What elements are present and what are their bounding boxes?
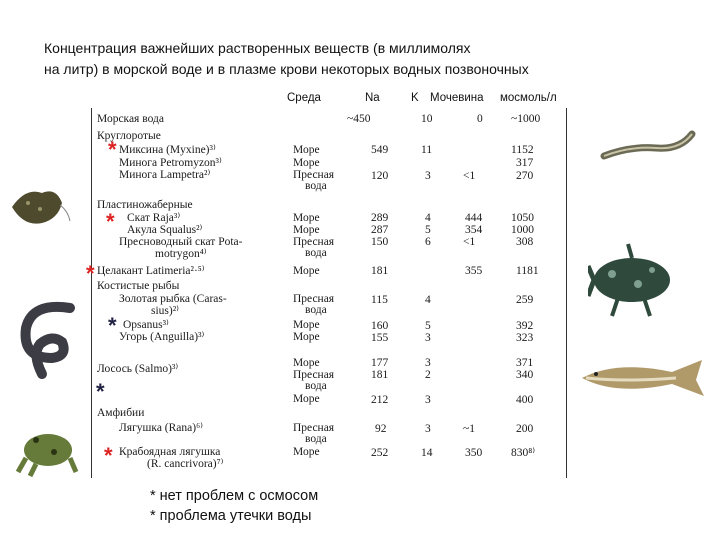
- cell-k: 4: [425, 294, 431, 306]
- legend-water-leak: * проблема утечки воды: [150, 508, 312, 524]
- cell-osm: 308: [516, 236, 534, 248]
- cell-urea: 444: [465, 212, 483, 224]
- header-osm: мосмоль/л: [500, 92, 557, 104]
- row-name-2: motrygon⁴⁾: [155, 248, 207, 260]
- row-name: Миксина (Myxine)³⁾: [119, 144, 216, 156]
- cell-na: 549: [371, 144, 389, 156]
- cell-na: 155: [371, 332, 389, 344]
- cell-na: 115: [371, 294, 388, 306]
- cell-env: Море: [293, 212, 320, 224]
- group-heading: Круглоротые: [97, 130, 161, 142]
- cell-k: 5: [425, 224, 431, 236]
- cell-env: Пресная: [293, 236, 335, 248]
- cell-k: 3: [425, 332, 431, 344]
- cell-env: Море: [293, 265, 320, 277]
- legend-no-osmosis: * нет проблем с осмосом: [150, 488, 319, 504]
- cell-osm-2: 340: [516, 369, 534, 381]
- row-name: Пресноводный скат Pota-: [119, 236, 243, 248]
- cell-osm: 200: [516, 423, 534, 435]
- row-name-2: sius)²⁾: [151, 305, 179, 317]
- cell-env: Пресная: [293, 169, 335, 181]
- cell-urea: <1: [463, 170, 476, 182]
- cell-osm: 259: [516, 294, 534, 306]
- cell-na-2: 181: [371, 369, 389, 381]
- cell-na: 150: [371, 236, 389, 248]
- cell-na: 92: [375, 423, 387, 435]
- group-heading: Пластиножаберные: [97, 199, 193, 211]
- asterisk-marker: *: [106, 209, 115, 234]
- asterisk-marker: *: [96, 379, 105, 404]
- cell-k: 3: [425, 357, 431, 369]
- cell-env: Море: [293, 144, 320, 156]
- cell-k: 10: [421, 113, 433, 125]
- cell-env-2: вода: [305, 433, 327, 445]
- cell-env: Море: [293, 319, 320, 331]
- header-env: Среда: [287, 92, 321, 104]
- cell-env: Море: [293, 331, 320, 343]
- cell-k: 3: [425, 170, 431, 182]
- row-name: Лосось (Salmo)³⁾: [97, 363, 179, 375]
- cell-urea: 355: [465, 265, 483, 277]
- coelacanth-illustration: [588, 240, 680, 320]
- cell-na: 212: [371, 394, 389, 406]
- cell-k: 14: [421, 447, 433, 459]
- asterisk-marker: *: [108, 313, 117, 338]
- cell-na: 287: [371, 224, 389, 236]
- cell-osm: 323: [516, 332, 534, 344]
- row-name: Лягушка (Rana)⁶⁾: [119, 422, 203, 434]
- row-name: Целакант Latimeria²·⁵⁾: [97, 265, 205, 277]
- frog-illustration: [14, 422, 80, 478]
- cell-env: Пресная: [293, 293, 335, 305]
- cell-env: Море: [293, 157, 320, 169]
- cell-na: 177: [371, 357, 389, 369]
- row-name: Угорь (Anguilla)³⁾: [119, 331, 205, 343]
- row-name: Минога Lampetra²⁾: [119, 169, 211, 181]
- cell-osm: 1000: [511, 224, 534, 236]
- cell-na: ~450: [347, 113, 371, 125]
- cell-k: 3: [425, 423, 431, 435]
- title-line-1: Концентрация важнейших растворенных веществ (в миллимолях: [44, 40, 471, 56]
- cell-urea: 0: [477, 113, 483, 125]
- cell-osm: 830⁸⁾: [511, 447, 536, 459]
- cell-osm: 270: [516, 170, 534, 182]
- stingray-illustration: [6, 183, 72, 231]
- lamprey-illustration: [600, 126, 696, 166]
- cell-env: Море: [293, 224, 320, 236]
- eel-illustration: [12, 298, 76, 382]
- cell-osm: 1050: [511, 212, 534, 224]
- cell-osm: 392: [516, 320, 534, 332]
- header-urea: Мочевина: [430, 92, 484, 104]
- cell-k: 5: [425, 320, 431, 332]
- cell-env-3: вода: [305, 380, 327, 392]
- header-k: K: [411, 92, 419, 104]
- cell-env: Море: [293, 393, 320, 405]
- cell-urea: ~1: [463, 423, 475, 435]
- cell-env: Море: [293, 446, 320, 458]
- row-name: Морская вода: [97, 113, 164, 125]
- cell-na: 181: [371, 265, 389, 277]
- cell-na: 289: [371, 212, 389, 224]
- page-title: [44, 38, 684, 80]
- cell-env-2: вода: [305, 180, 327, 192]
- cell-env-2: вода: [305, 304, 327, 316]
- scanned-table: [91, 108, 567, 478]
- salmon-illustration: [576, 354, 710, 402]
- row-name: Золотая рыбка (Caras-: [119, 293, 227, 305]
- cell-osm: 317: [516, 157, 534, 169]
- cell-env-2: Пресная: [293, 369, 335, 381]
- cell-k: 11: [421, 144, 433, 156]
- asterisk-marker: *: [86, 261, 95, 286]
- table-left-border: [91, 108, 92, 478]
- row-name-2: (R. cancrivora)⁷⁾: [147, 458, 224, 470]
- cell-osm: 400: [516, 394, 534, 406]
- asterisk-marker: *: [104, 443, 113, 468]
- cell-urea: 350: [465, 447, 483, 459]
- row-name: Opsanus³⁾: [123, 319, 169, 331]
- cell-env-2: вода: [305, 247, 327, 259]
- row-name: Акула Squalus²⁾: [127, 224, 203, 236]
- row-name: Минога Petromyzon³⁾: [119, 157, 222, 169]
- header-na: Na: [365, 92, 380, 104]
- cell-na: 160: [371, 320, 389, 332]
- cell-osm: ~1000: [511, 113, 541, 125]
- cell-k: 3: [425, 394, 431, 406]
- cell-env: Море: [293, 357, 320, 369]
- cell-osm: 1152: [511, 144, 534, 156]
- cell-osm: 371: [516, 357, 534, 369]
- cell-osm: 1181: [516, 265, 539, 277]
- cell-na: 252: [371, 447, 389, 459]
- row-name: Крабоядная лягушка: [119, 446, 221, 458]
- cell-k: 6: [425, 236, 431, 248]
- cell-k: 4: [425, 212, 431, 224]
- row-name: Скат Raja³⁾: [127, 212, 181, 224]
- cell-urea: <1: [463, 236, 476, 248]
- cell-urea: 354: [465, 224, 483, 236]
- group-heading: Амфибии: [97, 407, 145, 419]
- title-line-2: на литр) в морской воде и в плазме крови некоторых водных позвоночных: [44, 61, 529, 77]
- cell-na: 120: [371, 170, 389, 182]
- table-right-border: [566, 108, 567, 478]
- group-heading: Костистые рыбы: [97, 280, 180, 292]
- asterisk-marker: *: [108, 137, 117, 162]
- cell-env: Пресная: [293, 422, 335, 434]
- cell-k-2: 2: [425, 369, 431, 381]
